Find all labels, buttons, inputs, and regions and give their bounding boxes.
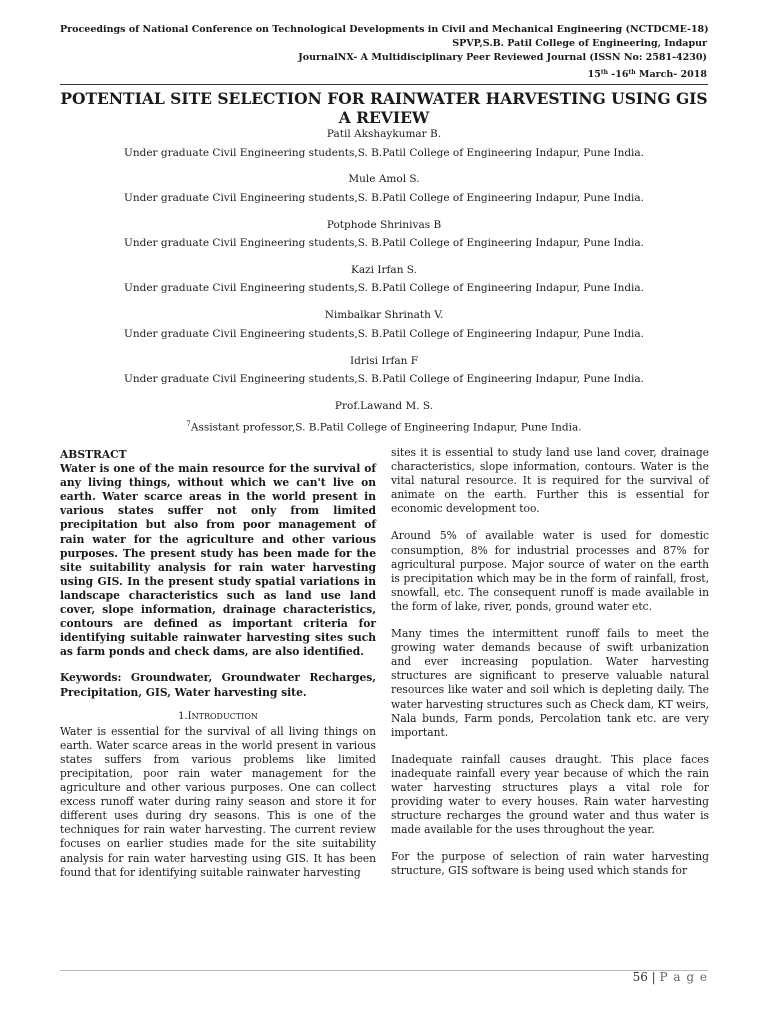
author-name: Mule Amol S. (348, 173, 420, 185)
header-date-sup1: th (600, 69, 608, 76)
abstract-body: Water is one of the main resource for the survival of any living things, without which we can't live on earth. Water scarce areas in the world present in various states suffer not only from limited precipitation but also from poor management of rain water for the agriculture and other various purposes. The present study has been made for the site suitability analysis for rain water harvesting using GIS. In the present study spatial variations in landscape characteristics such as land use land cover, slope information, drainage characteristics, contours are defined as important criteria for identifying suitable rainwater harvesting sites such as farm ponds and check dams, are also identified. (60, 462, 376, 659)
header-date-rest: March- 2018 (635, 69, 707, 80)
section-number: 1.I (178, 710, 192, 722)
header-date-day1: 15 (587, 69, 601, 80)
author-name: Idrisi Irfan F (349, 355, 419, 367)
author-affiliation: Under graduate Civil Engineering students,S. B.Patil College of Engineering Indapur, Pune India. (123, 328, 645, 340)
abstract-heading: ABSTRACT (60, 448, 127, 461)
body-paragraph: Inadequate rainfall causes draught. This place faces inadequate rainfall every year because of which the rain water harvesting structures plays a vital role for providing water to every houses. Rain water harvesting structure recharges the ground water and thus water is made available for the uses throughout the year. (391, 752, 709, 837)
section-title: NTRODUCTION (191, 711, 258, 721)
body-paragraph: Around 5% of available water is used for domestic consumption, 8% for industrial processes and 87% for agricultural purpose. Major source of water on the earth is precipitation which may be in the form of rainfall, frost, snowfall, etc. The consequent runoff is made available in the form of lake, river, ponds, ground water etc. (391, 529, 709, 613)
paper-title: POTENTIAL SITE SELECTION FOR RAINWATER HARVESTING USING GIS A REVIEW (60, 89, 708, 127)
left-column (60, 448, 376, 880)
page-number: 56 (632, 970, 648, 984)
author-name: Kazi Irfan S. (351, 264, 417, 276)
header-journal: JournalNX- A Multidisciplinary Peer Reviewed Journal (ISSN No: 2581-4230) (298, 52, 707, 63)
section-heading-introduction (60, 710, 376, 724)
footer-divider (60, 970, 708, 971)
body-paragraph: sites it is essential to study land use land cover, drainage characteristics, slope information, contours. Water is the vital natural resource. It is required for the survival of animate on the earth. Further this is essential for economic development too. (391, 446, 709, 516)
author-name: Prof.Lawand M. S. (334, 400, 434, 412)
header-college: SPVP,S.B. Patil College of Engineering, Indapur (452, 38, 707, 49)
author-affiliation: Under graduate Civil Engineering students,S. B.Patil College of Engineering Indapur, Pune India. (123, 147, 645, 159)
header-date (588, 66, 707, 81)
author-name: Potphode Shrinivas B (326, 219, 442, 231)
page-footer (633, 969, 708, 985)
introduction-paragraph: Water is essential for the survival of all living things on earth. Water scarce areas in the world present in various states suffers from various problems like limited precipitation, poor rain water management for the agriculture and other various purposes. One can collect excess runoff water during rainy season and store it for different uses during dry seasons. This is one of the techniques for rain water harvesting. The current review focuses on earlier studies made for the site suitability analysis for rain water harvesting using GIS. It has been found that for identifying suitable rainwater harvesting (60, 724, 376, 879)
body-paragraph: For the purpose of selection of rain water harvesting structure, GIS software is being used which stands for (391, 850, 709, 878)
author-affiliation: Under graduate Civil Engineering students,S. B.Patil College of Engineering Indapur, Pune India. (123, 237, 645, 249)
body-paragraph: Many times the intermittent runoff fails to meet the growing water demands because of swift urbanization and ever increasing population. Water harvesting structures are significant to preserve valuable natural resources like water and soil which is depleting daily. The water harvesting structures such as Check dam, KT weirs, Nala bunds, Farm ponds, Percolation tank etc. are very important. (391, 627, 709, 739)
author-affiliation: Under graduate Civil Engineering students,S. B.Patil College of Engineering Indapur, Pune India. (123, 192, 645, 204)
header-date-sup2: th (628, 69, 636, 76)
author-name: Patil Akshaykumar B. (326, 128, 442, 140)
author-affiliation (60, 417, 708, 435)
author-affiliation: Under graduate Civil Engineering students,S. B.Patil College of Engineering Indapur, Pune India. (123, 373, 645, 385)
header-divider (60, 84, 708, 85)
right-column (391, 446, 709, 892)
footer-separator: | (647, 970, 660, 984)
page-label: P a g e (659, 970, 708, 984)
author-name: Nimbalkar Shrinath V. (324, 309, 444, 321)
affiliation-text: Assistant professor,S. B.Patil College of Engineering Indapur, Pune India. (190, 421, 582, 434)
affiliation-superscript: 7 (186, 420, 191, 428)
header-conference: Proceedings of National Conference on Technological Developments in Civil and Mechanical Engineering (NCTDCME-18) (60, 24, 709, 35)
keywords: Keywords: Groundwater, Groundwater Recharges, Precipitation, GIS, Water harvesting site. (60, 671, 376, 699)
header-date-mid: -16 (608, 69, 629, 80)
author-affiliation: Under graduate Civil Engineering students,S. B.Patil College of Engineering Indapur, Pune India. (123, 282, 645, 294)
